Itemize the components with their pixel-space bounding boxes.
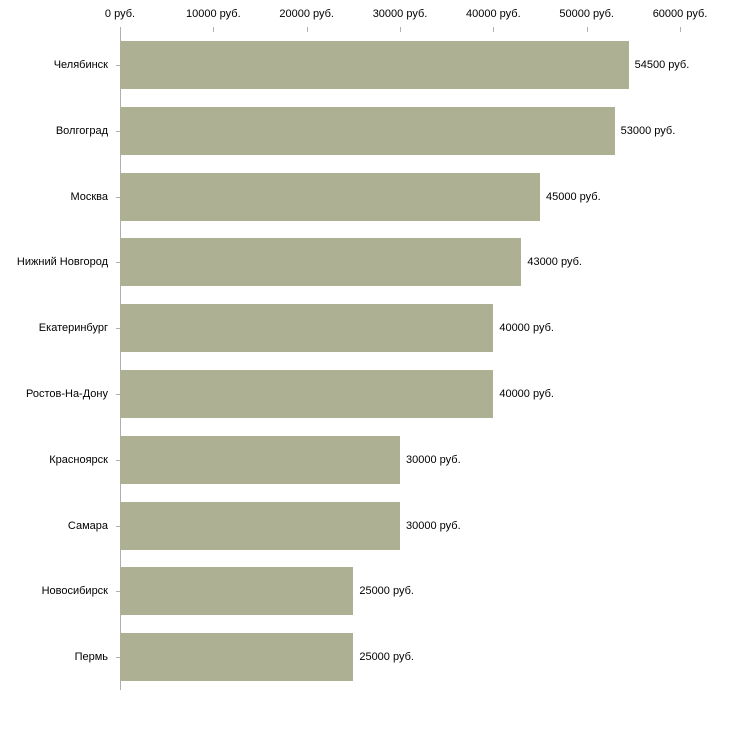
plot-area: [120, 32, 690, 690]
bar-row: [120, 41, 690, 89]
x-axis-tick-label: 50000 руб.: [559, 8, 614, 20]
bar-value-label: 30000 руб.: [406, 453, 461, 466]
y-axis-category-label: Пермь: [74, 651, 108, 664]
bar[interactable]: [120, 502, 400, 550]
y-axis-category-label: Красноярск: [49, 453, 108, 466]
bar[interactable]: [120, 436, 400, 484]
bar[interactable]: [120, 304, 493, 352]
bar-row: [120, 173, 680, 221]
y-axis-labels: [0, 32, 116, 690]
bar-value-label: 25000 руб.: [359, 651, 414, 664]
y-axis-category-label: Ростов-На-Дону: [25, 387, 108, 400]
bar-value-label: 54500 руб.: [634, 58, 690, 71]
bar-value-label: 40000 руб.: [499, 322, 554, 335]
y-axis-category-label: Самара: [67, 519, 108, 532]
bar[interactable]: [120, 567, 353, 615]
x-axis-tick-label: 0 руб.: [104, 8, 136, 20]
bar-row: [120, 502, 680, 550]
y-axis-category-label: Волгоград: [55, 124, 108, 137]
x-axis: [104, 0, 708, 32]
bar-row: [120, 238, 680, 286]
bar-value-label: 40000 руб.: [499, 387, 554, 400]
bar-row: [120, 370, 680, 418]
bar-row: [120, 436, 680, 484]
x-axis-tick-label: 20000 руб.: [279, 8, 334, 20]
bar-row: [120, 633, 680, 681]
bar[interactable]: [120, 107, 615, 155]
y-axis-category-label: Новосибирск: [41, 585, 108, 598]
y-axis-category-label: Екатеринбург: [38, 322, 108, 335]
x-axis-tick-label: 60000 руб.: [652, 8, 708, 20]
bar-value-label: 25000 руб.: [359, 585, 414, 598]
bar[interactable]: [120, 633, 353, 681]
bar-row: [120, 567, 680, 615]
x-axis-tick-label: 10000 руб.: [186, 8, 241, 20]
bar-row: [120, 304, 680, 352]
bar[interactable]: [120, 173, 540, 221]
bar-value-label: 45000 руб.: [546, 190, 601, 203]
y-axis-category-label: Москва: [70, 190, 108, 203]
bar-value-label: 43000 руб.: [527, 256, 582, 269]
bar-value-label: 30000 руб.: [406, 519, 461, 532]
y-axis-category-label: Нижний Новгород: [16, 256, 108, 269]
x-axis-tick-mark: [680, 27, 681, 32]
bar[interactable]: [120, 41, 629, 89]
bar[interactable]: [120, 238, 521, 286]
x-axis-tick-label: 30000 руб.: [372, 8, 428, 20]
y-axis-category-label: Челябинск: [53, 58, 108, 71]
bar-row: [120, 107, 680, 155]
bar[interactable]: [120, 370, 493, 418]
x-axis-tick-label: 40000 руб.: [466, 8, 521, 20]
bar-value-label: 53000 руб.: [620, 124, 676, 137]
